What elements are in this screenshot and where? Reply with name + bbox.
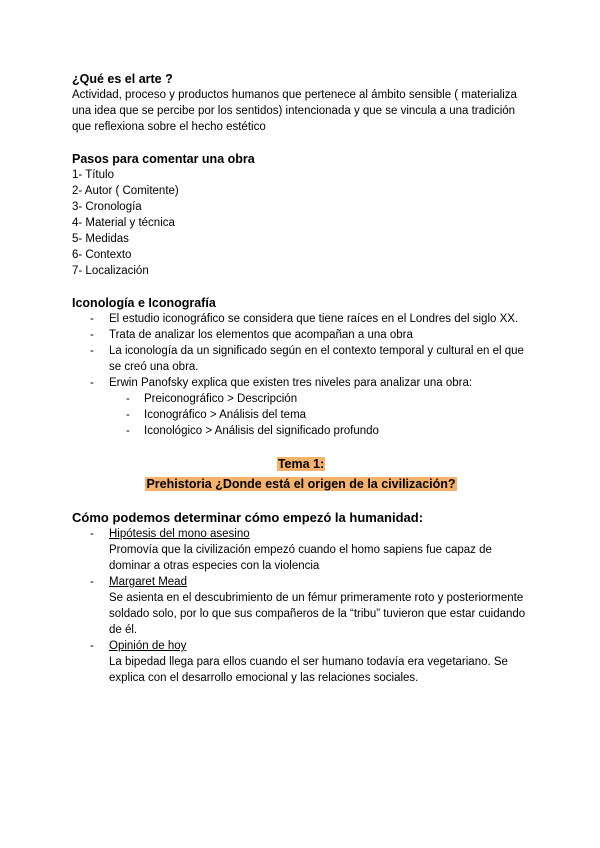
list-item: - El estudio iconográfico se considera que tiene raíces en el Londres del siglo XX.	[72, 311, 530, 327]
pasos-item: 3- Cronología	[72, 201, 142, 213]
list-item: - La iconología da un significado según en el contexto temporal y cultural en el que se creó una obra.	[72, 343, 530, 375]
iconologia-heading: Iconología e Iconografía	[72, 296, 216, 310]
sub-list-item: - Iconográfico > Análisis del tema	[72, 407, 530, 423]
tema-number: Tema 1:	[277, 457, 325, 471]
hypothesis-heading: Opinión de hoy	[109, 640, 187, 652]
tema-title-line	[72, 475, 530, 493]
pasos-item: 1- Título	[72, 169, 114, 181]
hypothesis-heading: Margaret Mead	[109, 576, 187, 588]
sub-list-item: - Iconológico > Análisis del significado profundo	[72, 423, 530, 439]
sub-list-item: - Preiconográfico > Descripción	[72, 391, 530, 407]
arte-heading: ¿Qué es el arte ?	[72, 72, 173, 86]
pasos-item: 4- Material y técnica	[72, 217, 175, 229]
pasos-item: 6- Contexto	[72, 249, 132, 261]
tema-title: Prehistoria ¿Donde está el origen de la civilización?	[146, 477, 456, 491]
hypothesis-text: La bipedad llega para ellos cuando el ser humano todavía era vegetariano. Se explica con el desarrollo emocional y las relaciones sociales.	[109, 656, 508, 684]
pasos-item: 7- Localización	[72, 265, 149, 277]
humanidad-list	[72, 526, 530, 686]
list-item: - Trata de analizar los elementos que acompañan a una obra	[72, 327, 530, 343]
pasos-item: 5- Medidas	[72, 233, 129, 245]
hypothesis-heading: Hipótesis del mono asesino	[109, 528, 250, 540]
humanidad-heading: Cómo podemos determinar cómo empezó la humanidad:	[72, 510, 424, 525]
list-item	[72, 638, 530, 686]
hypothesis-text: Promovía que la civilización empezó cuando el homo sapiens fue capaz de dominar a otras especies con la violencia	[109, 544, 492, 572]
list-item	[72, 574, 530, 638]
document-body	[72, 71, 530, 686]
pasos-heading: Pasos para comentar una obra	[72, 152, 255, 166]
pasos-item: 2- Autor ( Comitente)	[72, 185, 179, 197]
iconologia-list	[72, 311, 530, 439]
list-item	[72, 526, 530, 574]
hypothesis-text: Se asienta en el descubrimiento de un fémur primeramente roto y posteriormente soldado solo, por lo que sus compañeros de la “tribu” tuvieron que estar cuidando de él.	[109, 592, 526, 636]
arte-definition: Actividad, proceso y productos humanos que pertenece al ámbito sensible ( materializa una idea que se percibe por los sentidos) intencionada y que se vincula a una tradición que reflexiona sobre el hecho estético	[72, 89, 517, 133]
list-item: - Erwin Panofsky explica que existen tres niveles para analizar una obra:	[72, 375, 530, 391]
tema-number-line	[72, 455, 530, 473]
